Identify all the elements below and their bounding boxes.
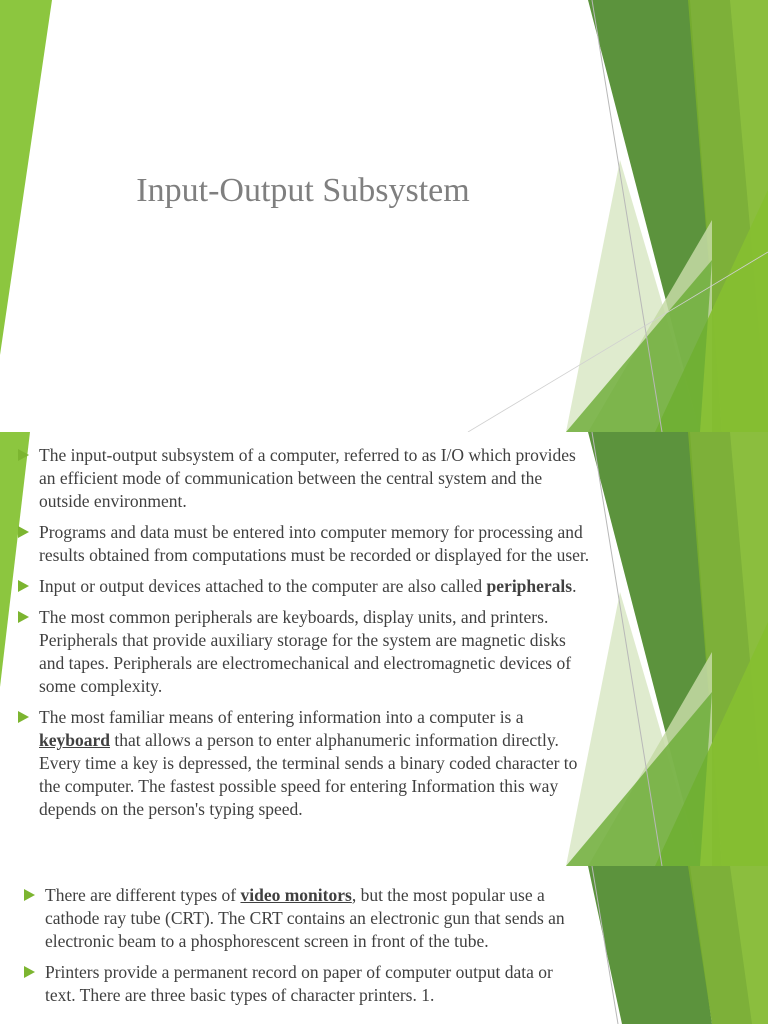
underlined-bold-term: keyboard — [39, 730, 110, 750]
bullet-text: . — [572, 576, 577, 596]
triangle-bullet-icon — [18, 611, 29, 623]
triangle-bullet-icon — [18, 526, 29, 538]
bold-term: peripherals — [486, 576, 573, 596]
bullet-item — [45, 961, 585, 1007]
underlined-bold-term: video monitors — [240, 885, 352, 905]
title-slide — [0, 0, 768, 432]
bullet-list — [39, 444, 595, 829]
green-decoration — [0, 0, 768, 432]
bullet-text: Input or output devices attached to the computer are also called — [39, 576, 487, 596]
content-slide — [0, 432, 768, 866]
bullet-text: Programs and data must be entered into computer memory for processing and results obtained from computations must be recorded or displayed for the user. — [39, 522, 590, 565]
triangle-bullet-icon — [18, 711, 29, 723]
bullet-item — [39, 444, 595, 513]
triangle-bullet-icon — [24, 966, 35, 978]
bullet-text: that allows a person to enter alphanumeric information directly. Every time a key is depressed, the terminal sends a binary coded character to the computer. The fastest possible speed for entering Information this way depends on the person's typing speed. — [39, 730, 578, 819]
bullet-text: The most common peripherals are keyboards, display units, and printers. Peripherals that provide auxiliary storage for the system are magnetic disks and tapes. Peripherals are electromechanical and electromagnetic devices of some complexity. — [39, 607, 572, 696]
bullet-text: Printers provide a permanent record on paper of computer output data or text. There are three basic types of character printers. 1. — [45, 962, 553, 1005]
bullet-item — [39, 706, 595, 821]
triangle-bullet-icon — [18, 580, 29, 592]
bullet-text: The most familiar means of entering information into a computer is a — [39, 707, 524, 727]
bullet-text: There are different types of — [45, 885, 241, 905]
bullet-item — [39, 606, 595, 698]
triangle-bullet-icon — [24, 889, 35, 901]
content-slide — [0, 866, 768, 1024]
bullet-item — [45, 884, 585, 953]
bullet-item — [39, 575, 595, 598]
left-green-sliver — [0, 432, 30, 687]
slide-title: Input-Output Subsystem — [136, 172, 470, 209]
triangle-bullet-icon — [18, 449, 29, 461]
bullet-item — [39, 521, 595, 567]
bullet-list — [45, 884, 585, 1015]
bullet-text: The input-output subsystem of a computer, referred to as I/O which provides an efficient mode of communication between the central system and the outside environment. — [39, 445, 576, 511]
bullet-text: , but the most popular use a cathode ray tube (CRT). The CRT contains an electronic gun that sends an electronic beam to a phosphorescent screen in front of the tube. — [45, 885, 565, 951]
